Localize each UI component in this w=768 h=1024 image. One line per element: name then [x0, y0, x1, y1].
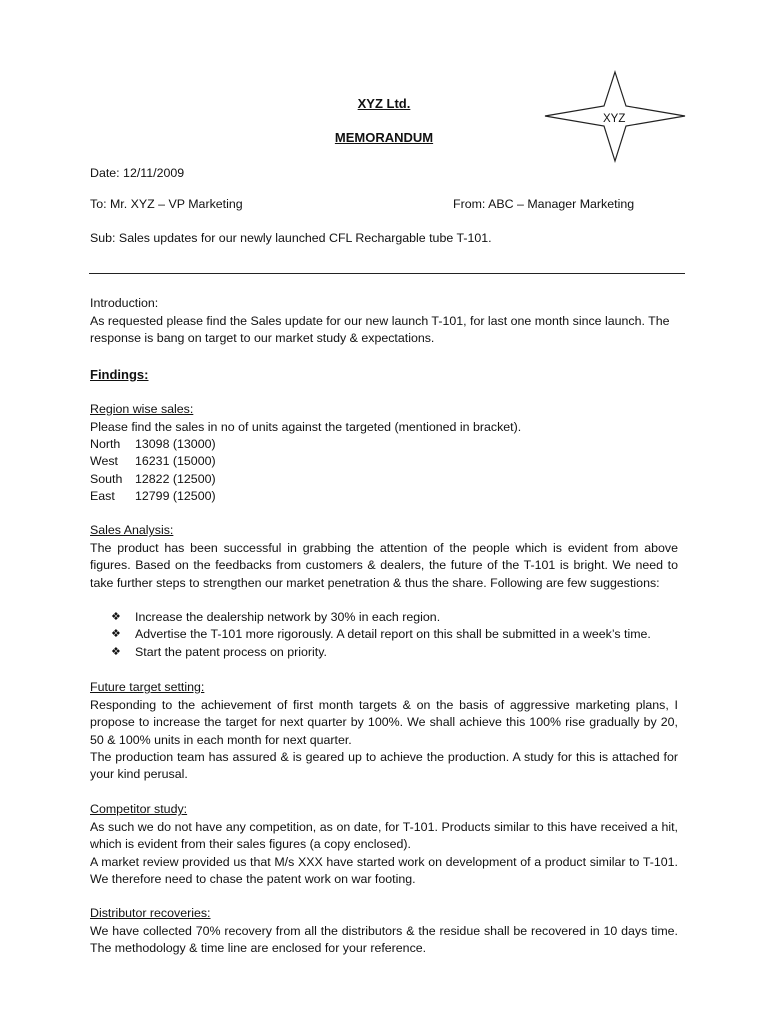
findings-heading: Findings:: [90, 367, 149, 382]
diamond-bullet-icon: ❖: [111, 645, 121, 658]
region-sales-heading: Region wise sales:: [90, 402, 194, 416]
memo-subject: Sub: Sales updates for our newly launched CFL Rechargable tube T-101.: [90, 231, 492, 245]
suggestion-text: Start the patent process on priority.: [135, 644, 327, 659]
region-value: 16231 (15000): [135, 454, 216, 469]
memo-sender: From: ABC – Manager Marketing: [453, 197, 635, 211]
table-row: [90, 488, 216, 505]
region-value: 13098 (13000): [135, 437, 216, 451]
competitor-study-heading: Competitor study:: [90, 802, 188, 816]
distributor-recoveries-text: We have collected 70% recovery from all the distributors & the residue shall be recovered in 10 days time. The methodology & time line are enclosed for your reference.: [90, 924, 678, 956]
region-name: North: [90, 437, 121, 451]
logo-text: XYZ: [603, 113, 626, 125]
competitor-study-text: As such we do not have any competition, as on date, for T-101. Products similar to this have received a hit, which is evident from their sales figures (a copy enclosed).: [90, 820, 678, 852]
region-name: South: [90, 471, 123, 486]
region-name: East: [90, 489, 115, 504]
production-text: The production team has assured & is geared up to achieve the production. A study for this is attached for your kind perusal.: [90, 750, 678, 782]
list-item: [111, 644, 691, 661]
list-item: [111, 626, 691, 643]
company-name: XYZ Ltd.: [357, 96, 411, 111]
suggestion-text: Advertise the T-101 more rigorously. A detail report on this shall be submitted in a week’s time.: [135, 627, 651, 642]
document-title: MEMORANDUM: [334, 130, 434, 145]
distributor-recoveries-heading: Distributor recoveries:: [90, 906, 211, 920]
table-row: [90, 436, 216, 453]
memo-date: Date: 12/11/2009: [90, 166, 185, 180]
region-sales-text: Please find the sales in no of units against the targeted (mentioned in bracket).: [90, 420, 522, 434]
region-name: West: [90, 454, 118, 469]
suggestion-text: Increase the dealership network by 30% in each region.: [135, 610, 441, 624]
diamond-bullet-icon: ❖: [111, 611, 121, 623]
diamond-bullet-icon: ❖: [111, 628, 121, 641]
region-sales-table: [90, 436, 216, 506]
list-item: [111, 609, 691, 626]
horizontal-divider: [89, 273, 685, 274]
suggestions-list: [111, 609, 691, 661]
sales-analysis-text: The product has been successful in grabbing the attention of the people which is evident from above figures. Based on the feedbacks from customers & dealers, the future of the T-101 is bright. We need to take further steps to strengthen our market penetration & thus the share. Following are few suggestions:: [90, 541, 678, 590]
table-row: [90, 471, 216, 488]
future-target-heading: Future target setting:: [90, 680, 205, 694]
sales-analysis-heading: Sales Analysis:: [90, 523, 174, 537]
intro-text: As requested please find the Sales update for our new launch T-101, for last one month since launch. The response is bang on target to our market study & expectations.: [90, 314, 670, 346]
market-review-text: A market review provided us that M/s XXX have started work on development of a product similar to T-101. We therefore need to chase the patent work on war footing.: [90, 855, 678, 887]
future-target-text: Responding to the achievement of first month targets & on the basis of aggressive marketing plans, I propose to increase the target for next quarter by 100%. We shall achieve this 100% rise gradually by 20, 50 & 100% units in each month for next quarter.: [90, 698, 678, 747]
intro-heading: Introduction:: [90, 296, 159, 310]
memo-recipient: To: Mr. XYZ – VP Marketing: [90, 197, 243, 211]
region-value: 12822 (12500): [135, 471, 216, 486]
table-row: [90, 453, 216, 470]
region-value: 12799 (12500): [135, 489, 216, 504]
